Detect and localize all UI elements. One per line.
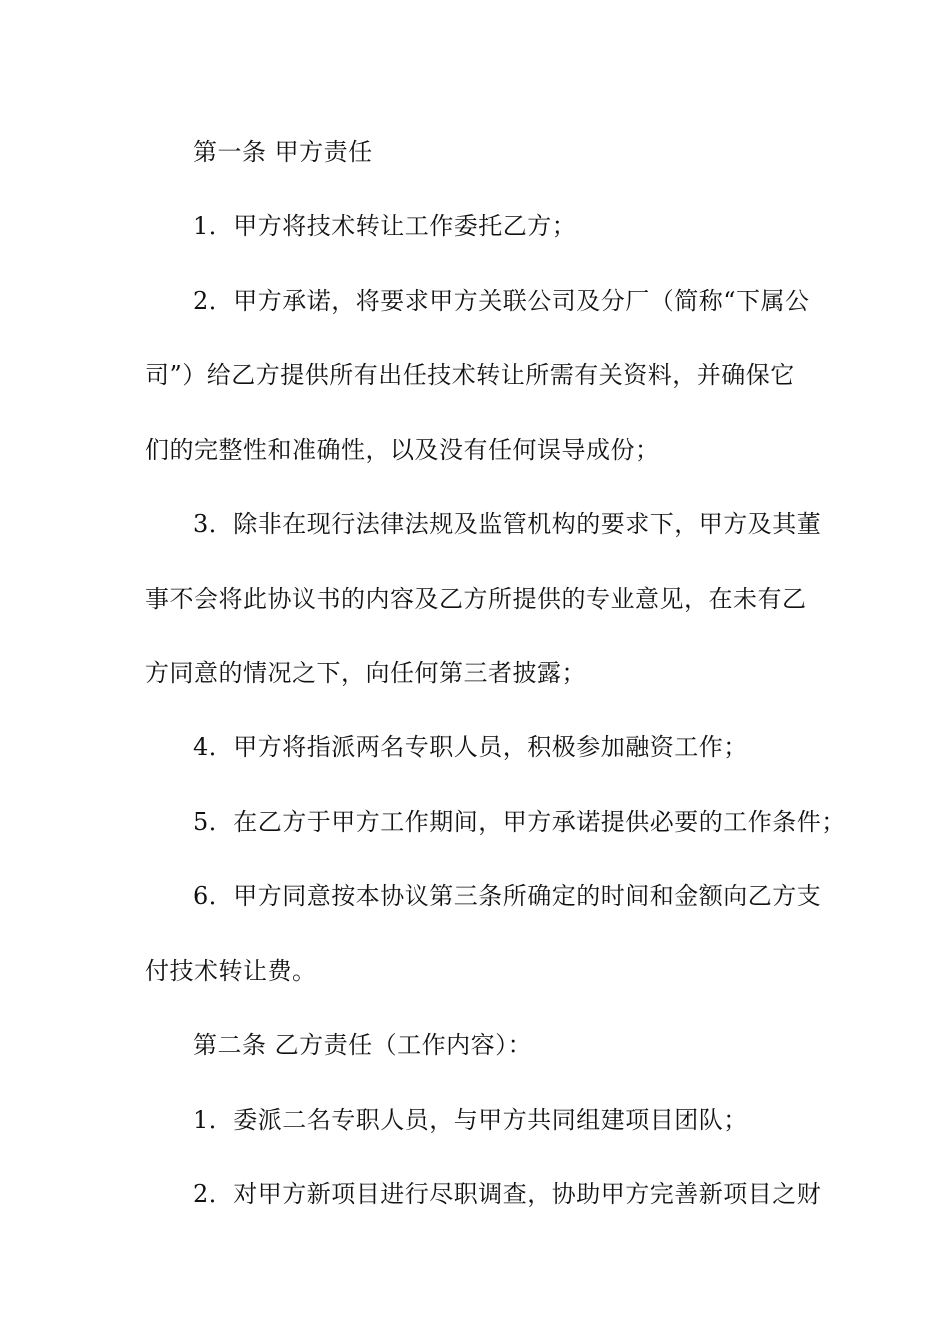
clause-a-3-line-1: 3．除非在现行法律法规及监管机构的要求下，甲方及其董 xyxy=(193,510,822,538)
clause-a-2-line-3: 们的完整性和准确性，以及没有任何误导成份； xyxy=(145,436,660,464)
clause-a-5: 5．在乙方于甲方工作期间，甲方承诺提供必要的工作条件； xyxy=(193,808,846,836)
clause-a-2-line-1: 2．甲方承诺，将要求甲方关联公司及分厂（简称“下属公 xyxy=(193,287,810,315)
clause-a-1: 1．甲方将技术转让工作委托乙方； xyxy=(193,212,577,240)
clause-a-3-line-2: 事不会将此协议书的内容及乙方所提供的专业意见，在未有乙 xyxy=(145,585,807,613)
section-heading-party-b: 第二条 乙方责任（工作内容）： xyxy=(193,1031,533,1059)
clause-a-4: 4．甲方将指派两名专职人员，积极参加融资工作； xyxy=(193,733,748,761)
clause-a-6-line-1: 6．甲方同意按本协议第三条所确定的时间和金额向乙方支 xyxy=(193,882,822,910)
clause-b-1: 1．委派二名专职人员，与甲方共同组建项目团队； xyxy=(193,1106,748,1134)
clause-a-2-line-2: 司”）给乙方提供所有出任技术转让所需有关资料，并确保它 xyxy=(145,361,795,389)
section-heading-party-a: 第一条 甲方责任 xyxy=(193,138,373,166)
clause-b-2-line-1: 2．对甲方新项目进行尽职调查，协助甲方完善新项目之财 xyxy=(193,1180,822,1208)
clause-a-6-line-2: 付技术转让费。 xyxy=(145,957,317,985)
clause-a-3-line-3: 方同意的情况之下，向任何第三者披露； xyxy=(145,659,586,687)
